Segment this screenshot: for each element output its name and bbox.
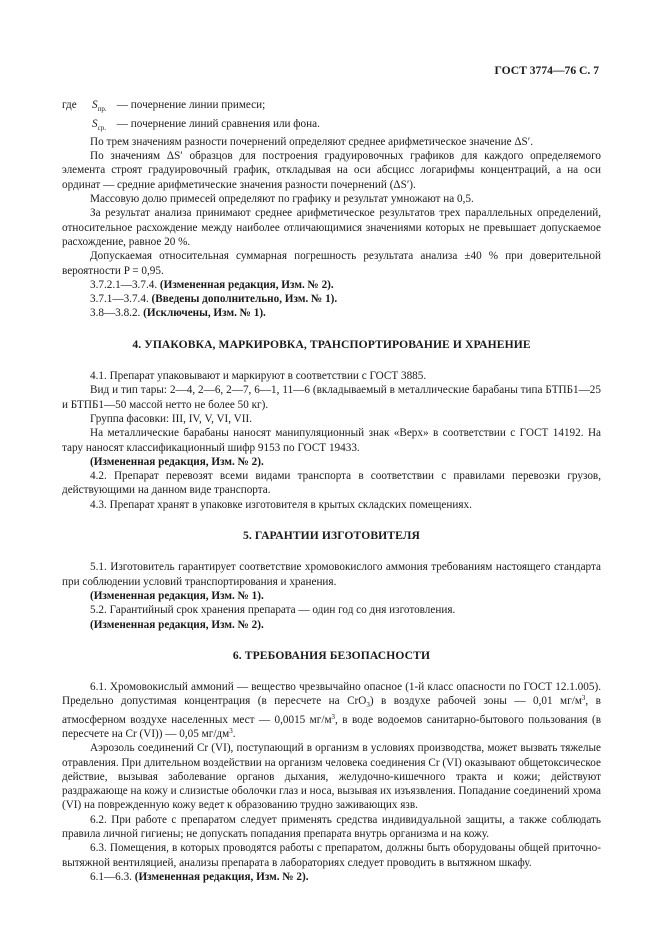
paragraph: По трем значениям разности почернений определяют среднее арифметическое значение ΔS′. [90, 135, 533, 148]
revision-note: 3.7.1—3.7.4. (Введены дополнительно, Изм. № 1). [90, 293, 338, 306]
paragraph: Аэрозоль соединений Cr (VI), поступающий в организм в условиях производства, может вызвать тяжелые отравления. При длительном воздействии на организм человека соединения Cr (VI) оказывают общетоксическое действие, вызывая заболевание органов дыхания, желудочно-кишечного тракта и кожи; действуют раздражающе на кожу и слизистые оболочки глаз и носа, вызывая их изъязвления. Попадание соединений хрома (VI) на поврежденную кожу ведет к образованию трудно заживающих язв. [62, 742, 601, 812]
revision-note: 3.8—3.8.2. (Исключены, Изм. № 1). [90, 307, 266, 320]
paragraph: 5.2. Гарантийный срок хранения препарата — один год со дня изготовления. [90, 604, 456, 617]
paragraph: 4.3. Препарат хранят в упаковке изготовителя в крытых складских помещениях. [90, 498, 472, 511]
paragraph: Массовую долю примесей определяют по графику и результат умножают на 0,5. [90, 193, 474, 206]
paragraph: 6.3. Помещения, в которых проводятся работы с препаратом, должны быть оборудованы общей приточно-вытяжной вентиляцией, анализы препарата в лабораториях следует проводить в вытяжном шкафу. [62, 842, 601, 869]
revision-note: (Измененная редакция, Изм. № 2). [90, 618, 264, 631]
section-title: 4. УПАКОВКА, МАРКИРОВКА, ТРАНСПОРТИРОВАНИЕ И ХРАНЕНИЕ [132, 337, 531, 351]
paragraph: Допускаемая относительная суммарная погрешность результата анализа ±40 % при доверительной вероятности P = 0,95. [62, 250, 601, 277]
section-title: 6. ТРЕБОВАНИЯ БЕЗОПАСНОСТИ [232, 648, 431, 662]
paragraph: 4.2. Препарат перевозят всеми видами транспорта в соответствии с правилами перевозки грузов, действующими на данном виде транспорта. [62, 470, 601, 497]
revision-note: 6.1—6.3. (Измененная редакция, Изм. № 2). [90, 870, 309, 883]
paragraph: За результат анализа принимают среднее арифметическое результатов трех параллельных определений, относительное расхождение между наиболее отличающимися значениями которых не превышает допускаемое расхождение, равное 20 %. [62, 207, 601, 248]
formula-legend [62, 98, 601, 135]
section-title: 5. ГАРАНТИИ ИЗГОТОВИТЕЛЯ [242, 529, 421, 543]
page-header: ГОСТ 3774—76 С. 7 [494, 64, 599, 77]
paragraph: По значениям ΔS′ образцов для построения градуировочных графиков для каждого определяемого элемента строят градуировочный график, откладывая на оси абсцисс логарифмы концентраций, а на оси ординат — средние арифметические значения разности почернений (ΔS′). [62, 150, 601, 191]
paragraph: На металлические барабаны наносят манипуляционный знак «Верх» в соответствии с ГОСТ 14192. На тару наносят классификационный шифр 9153 по ГОСТ 19433. [62, 427, 601, 454]
paragraph: 6.2. При работе с препаратом следует применять средства индивидуальной защиты, а также соблюдать правила личной гигиены; не допускать попадания препарата внутрь организма и на кожу. [62, 813, 601, 841]
paragraph: 4.1. Препарат упаковывают и маркируют в соответствии с ГОСТ 3885. [90, 370, 427, 383]
paragraph: 6.1. Хромовокислый аммоний — вещество чрезвычайно опасное (1-й класс опасности по ГОСТ 12.1.005). Предельно допустимая концентрация (в пересчете на CrO$_3$) в воздухе рабочей зоны — 0,01 $мг/м^3$, в атмосферном воздухе населенных мест — 0,0015 $мг/м^3$, в воде водоемов санитарно-бытового пользования (в пересчете на Cr (VI)) — 0,05 $мг/дм^3$. [62, 681, 601, 740]
legend-where-label: где [62, 99, 77, 112]
paragraph: 5.1. Изготовитель гарантирует соответствие хромовокислого аммония требованиям настоящего стандарта при соблюдении условий транспортирования и хранения. [62, 561, 601, 588]
legend-line-impurity: $S_{пр.}$ — почернение линии примеси; [92, 99, 266, 114]
revision-note: (Измененная редакция, Изм. № 1). [90, 589, 264, 602]
legend-line-reference: $S_{ср.}$ — почернение линий сравнения или фона. [92, 117, 320, 132]
revision-note: (Измененная редакция, Изм. № 2). [90, 455, 264, 468]
paragraph: Вид и тип тары: 2—4, 2—6, 2—7, 6—1, 11—6 (вкладываемый в металлические барабаны типа БТПБ1—25 и БТПБ1—50 массой нетто не более 50 кг). [62, 384, 601, 411]
revision-note: 3.7.2.1—3.7.4. (Измененная редакция, Изм. № 2). [90, 278, 334, 291]
paragraph: Группа фасовки: III, IV, V, VI, VII. [90, 412, 252, 425]
